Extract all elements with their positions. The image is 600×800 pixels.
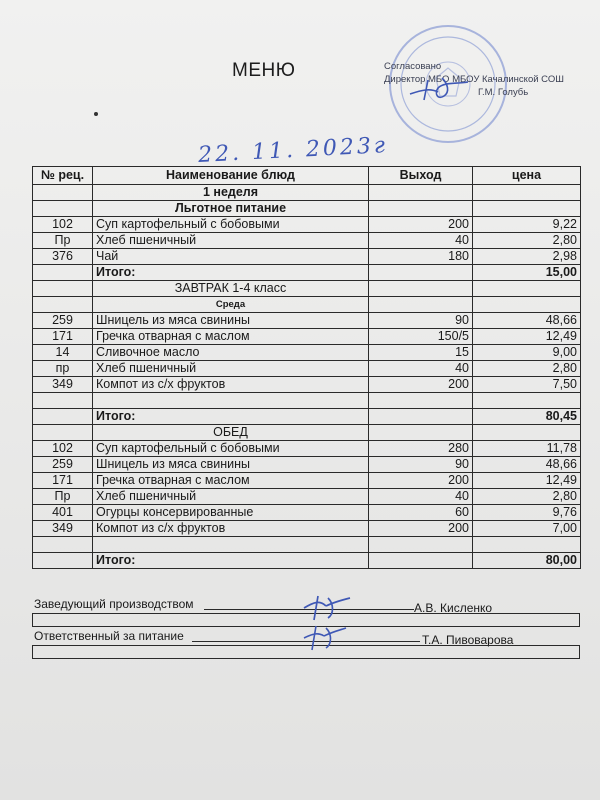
page-title: МЕНЮ [232, 60, 296, 81]
row-out: 40 [369, 489, 473, 505]
total-value: 80,00 [473, 553, 581, 569]
table-row [33, 457, 581, 473]
table-row [33, 425, 581, 441]
row-price: 48,66 [473, 457, 581, 473]
table-row [33, 233, 581, 249]
row-price: 48,66 [473, 313, 581, 329]
row-out: 200 [369, 473, 473, 489]
table-row [33, 249, 581, 265]
col-header-price: цена [473, 167, 581, 185]
table-row [33, 329, 581, 345]
row-code: Пр [33, 233, 93, 249]
row-price: 9,76 [473, 505, 581, 521]
row-price: 2,80 [473, 489, 581, 505]
row-price: 2,80 [473, 233, 581, 249]
section-title: ЗАВТРАК 1-4 класс [93, 281, 369, 297]
table-row [33, 217, 581, 233]
section-title: Льготное питание [93, 201, 369, 217]
row-name: Чай [93, 249, 369, 265]
row-code: 349 [33, 377, 93, 393]
row-out: 90 [369, 457, 473, 473]
row-name: Шницель из мяса свинины [93, 457, 369, 473]
row-out: 200 [369, 377, 473, 393]
row-name: Компот из с/х фруктов [93, 377, 369, 393]
row-code: 171 [33, 473, 93, 489]
row-code: 102 [33, 217, 93, 233]
row-code: 259 [33, 457, 93, 473]
row-name: Суп картофельный с бобовыми [93, 217, 369, 233]
handwritten-date: 22. 11. 2023г [197, 133, 389, 168]
manager-label: Заведующий производством [34, 597, 194, 611]
total-row [33, 265, 581, 281]
row-out: 90 [369, 313, 473, 329]
row-code: 349 [33, 521, 93, 537]
table-row [33, 505, 581, 521]
row-code: 14 [33, 345, 93, 361]
table-row [33, 297, 581, 313]
responsible-label: Ответственный за питание [34, 629, 184, 643]
section-title: ОБЕД [93, 425, 369, 441]
table-row [33, 441, 581, 457]
row-price: 7,50 [473, 377, 581, 393]
row-name: Компот из с/х фруктов [93, 521, 369, 537]
row-price: 2,98 [473, 249, 581, 265]
row-name: Хлеб пшеничный [93, 361, 369, 377]
row-out: 280 [369, 441, 473, 457]
total-label: Итого: [93, 265, 369, 281]
row-name: Хлеб пшеничный [93, 489, 369, 505]
table-row [33, 185, 581, 201]
table-header-row [33, 167, 581, 185]
ink-dot [94, 112, 98, 116]
table-row [33, 473, 581, 489]
total-label: Итого: [93, 409, 369, 425]
row-name: Огурцы консервированные [93, 505, 369, 521]
row-price: 2,80 [473, 361, 581, 377]
total-value: 15,00 [473, 265, 581, 281]
row-name: Гречка отварная с маслом [93, 329, 369, 345]
table-row [33, 201, 581, 217]
manager-name: А.В. Кисленко [414, 601, 493, 615]
row-code: пр [33, 361, 93, 377]
row-code: 102 [33, 441, 93, 457]
row-name: Гречка отварная с маслом [93, 473, 369, 489]
row-out: 40 [369, 361, 473, 377]
row-out: 60 [369, 505, 473, 521]
row-code: Пр [33, 489, 93, 505]
row-code: 401 [33, 505, 93, 521]
col-header-code: № рец. [33, 167, 93, 185]
director-signature [408, 74, 472, 102]
table-row [33, 537, 581, 553]
table-row [33, 345, 581, 361]
row-name: Суп картофельный с бобовыми [93, 441, 369, 457]
row-code: 171 [33, 329, 93, 345]
row-out: 200 [369, 217, 473, 233]
total-row [33, 553, 581, 569]
total-row [33, 409, 581, 425]
row-name: Сливочное масло [93, 345, 369, 361]
table-row [33, 521, 581, 537]
table-row [33, 393, 581, 409]
table-row [33, 489, 581, 505]
responsible-signature [300, 624, 348, 652]
row-code: 376 [33, 249, 93, 265]
row-out: 200 [369, 521, 473, 537]
table-row [33, 377, 581, 393]
col-header-name: Наименование блюд [93, 167, 369, 185]
row-price: 12,49 [473, 473, 581, 489]
row-out: 15 [369, 345, 473, 361]
row-name: Шницель из мяса свинины [93, 313, 369, 329]
responsible-name: Т.А. Пивоварова [422, 633, 514, 647]
row-price: 9,22 [473, 217, 581, 233]
row-price: 12,49 [473, 329, 581, 345]
menu-table [32, 166, 581, 569]
table-row [33, 313, 581, 329]
row-out: 40 [369, 233, 473, 249]
total-label: Итого: [93, 553, 369, 569]
day-label: Среда [93, 297, 369, 313]
row-out: 180 [369, 249, 473, 265]
approval-line-3: Г.М. Голубь [478, 87, 529, 98]
approval-line-2: Директор МБО МБОУ Качалинской СОШ [384, 74, 564, 85]
approval-line-1: Согласовано [384, 61, 442, 72]
col-header-out: Выход [369, 167, 473, 185]
row-price: 7,00 [473, 521, 581, 537]
table-row [33, 361, 581, 377]
total-value: 80,45 [473, 409, 581, 425]
week-label: 1 неделя [93, 185, 369, 201]
row-name: Хлеб пшеничный [93, 233, 369, 249]
row-price: 11,78 [473, 441, 581, 457]
row-price: 9,00 [473, 345, 581, 361]
row-out: 150/5 [369, 329, 473, 345]
table-row [33, 281, 581, 297]
row-code: 259 [33, 313, 93, 329]
manager-signature [300, 592, 352, 622]
